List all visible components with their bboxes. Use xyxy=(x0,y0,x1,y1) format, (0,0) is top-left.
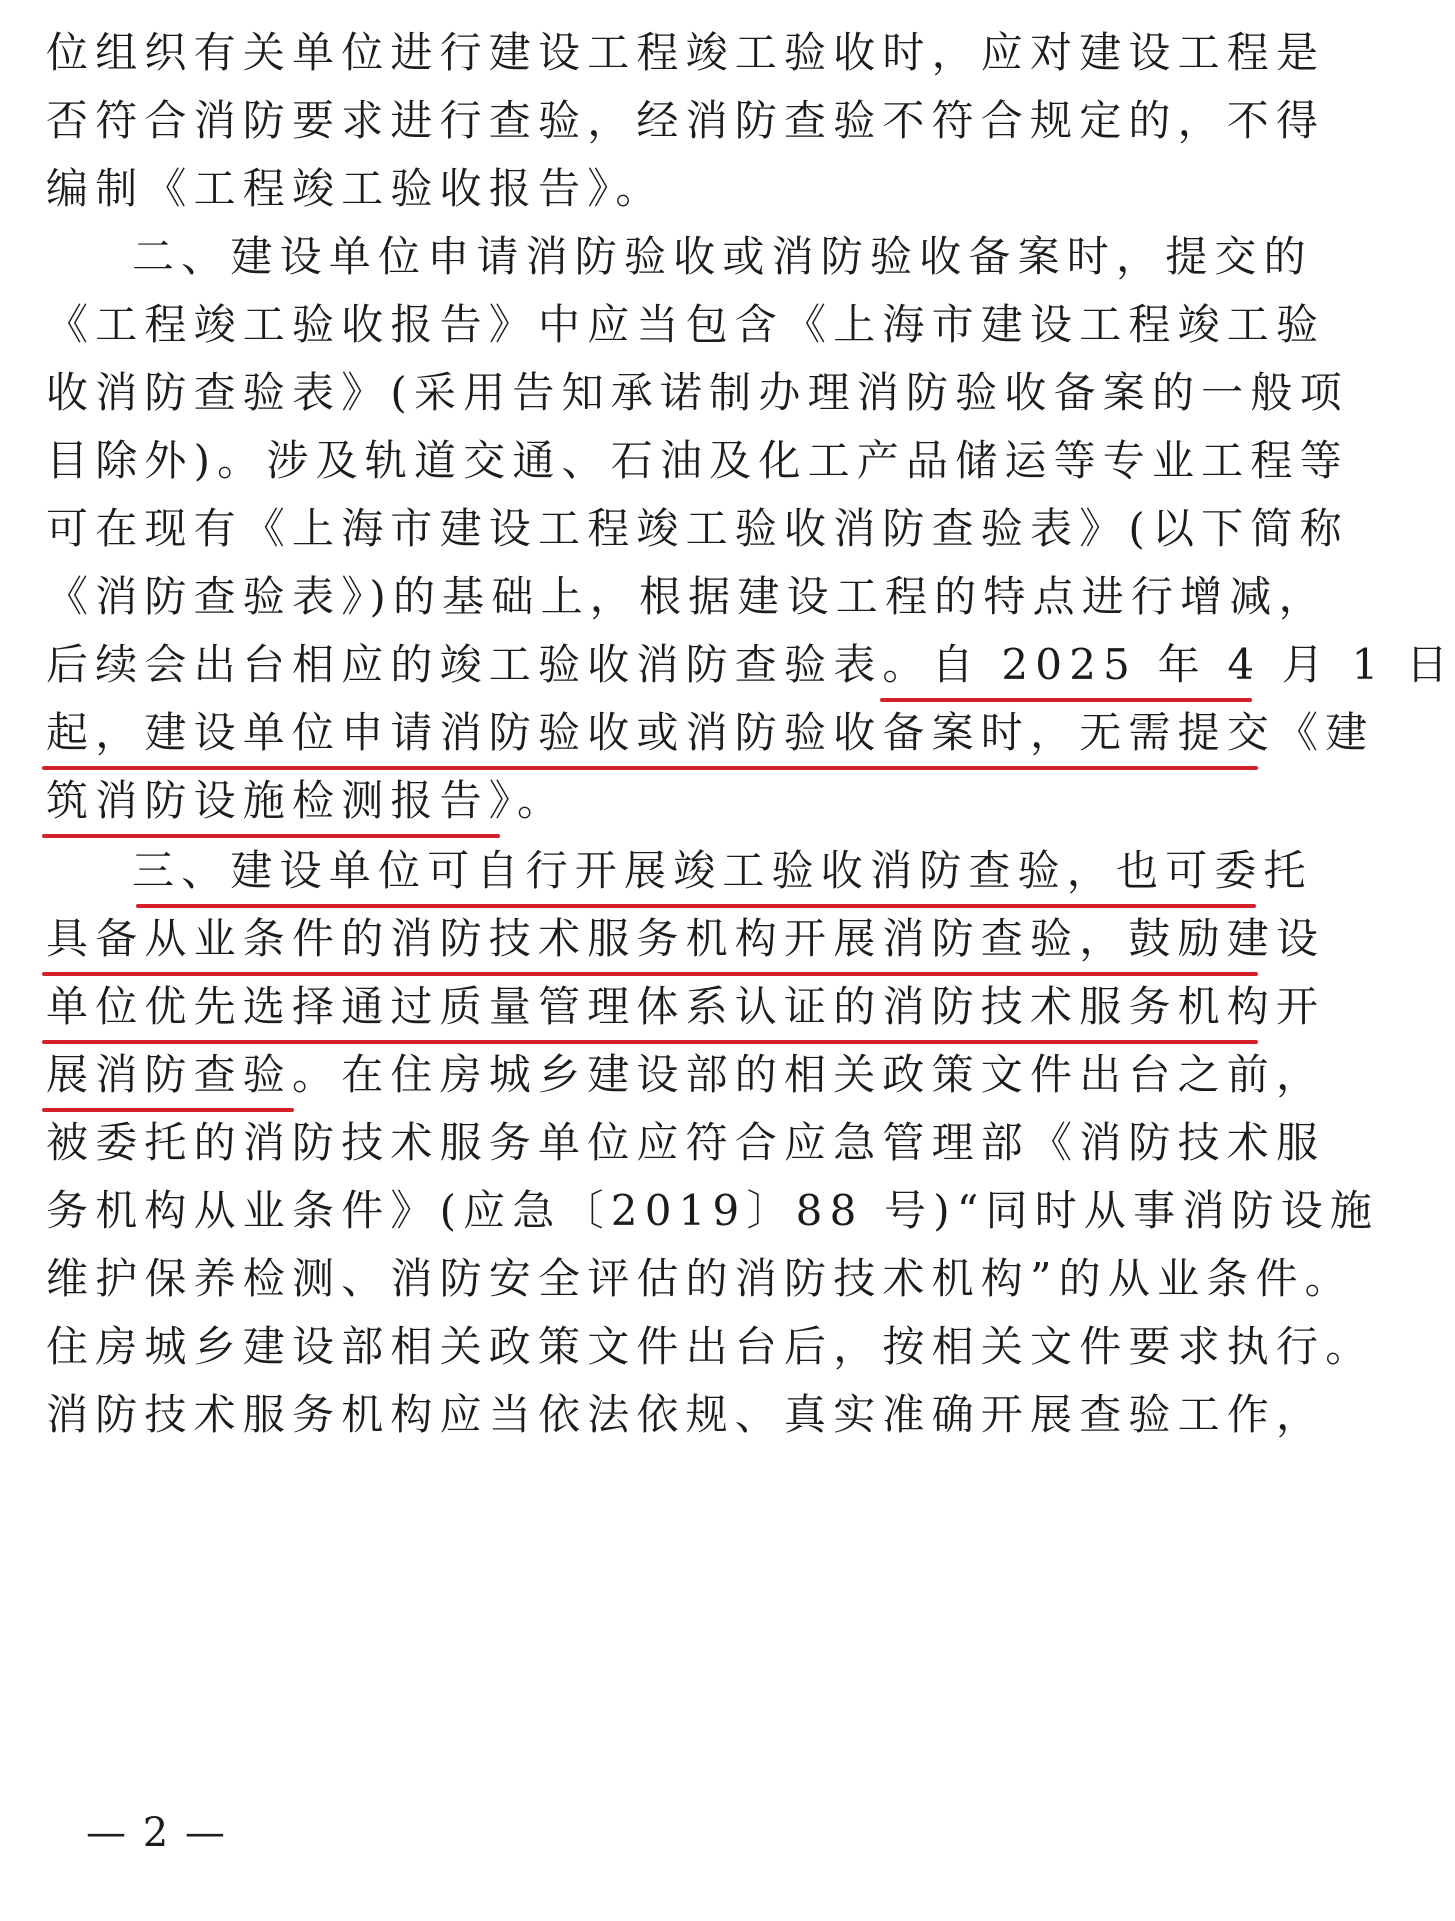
text-line: 起，建设单位申请消防验收或消防验收备案时，无需提交《建 xyxy=(46,708,1375,757)
text-line: 可在现有《上海市建设工程竣工验收消防查验表》(以下简称 xyxy=(46,504,1349,553)
text-line: 后续会出台相应的竣工验收消防查验表。自 2025 年 4 月 1 日 xyxy=(46,640,1455,689)
paragraph-2-start: 二、建设单位申请消防验收或消防验收备案时，提交的 xyxy=(132,232,1313,281)
text-line: 被委托的消防技术服务单位应符合应急管理部《消防技术服 xyxy=(46,1118,1326,1167)
paragraph-3-start: 三、建设单位可自行开展竣工验收消防查验，也可委托 xyxy=(132,846,1313,895)
text-line: 务机构从业条件》(应急〔2019〕88 号)“同时从事消防设施 xyxy=(46,1186,1380,1235)
highlight-underline xyxy=(880,698,1252,702)
highlight-underline xyxy=(42,766,1258,770)
text-line: 筑消防设施检测报告》。 xyxy=(46,776,567,825)
text-line: 展消防查验。在住房城乡建设部的相关政策文件出台之前， xyxy=(46,1050,1326,1099)
highlight-underline xyxy=(42,972,1258,976)
text-line: 目除外)。涉及轨道交通、石油及化工产品储运等专业工程等 xyxy=(46,436,1349,485)
highlight-underline xyxy=(136,904,1256,908)
page-number: — 2 — xyxy=(86,1810,227,1856)
text-line: 《工程竣工验收报告》中应当包含《上海市建设工程竣工验 xyxy=(46,300,1326,349)
text-line: 编制《工程竣工验收报告》。 xyxy=(46,164,665,213)
highlight-underline xyxy=(42,1040,1258,1044)
text-line: 住房城乡建设部相关政策文件出台后，按相关文件要求执行。 xyxy=(46,1322,1375,1371)
text-line: 否符合消防要求进行查验，经消防查验不符合规定的，不得 xyxy=(46,96,1326,145)
text-line: 具备从业条件的消防技术服务机构开展消防查验，鼓励建设 xyxy=(46,914,1326,963)
text-line: 消防技术服务机构应当依法依规、真实准确开展查验工作， xyxy=(46,1390,1326,1439)
text-line: 位组织有关单位进行建设工程竣工验收时，应对建设工程是 xyxy=(46,28,1326,77)
text-line: 维护保养检测、消防安全评估的消防技术机构”的从业条件。 xyxy=(46,1254,1354,1303)
text-line: 《消防查验表》)的基础上，根据建设工程的特点进行增减， xyxy=(46,572,1328,621)
text-line: 收消防查验表》(采用告知承诺制办理消防验收备案的一般项 xyxy=(46,368,1349,417)
text-line: 单位优先选择通过质量管理体系认证的消防技术服务机构开 xyxy=(46,982,1326,1031)
highlight-underline xyxy=(42,834,500,838)
highlight-underline xyxy=(42,1108,294,1112)
